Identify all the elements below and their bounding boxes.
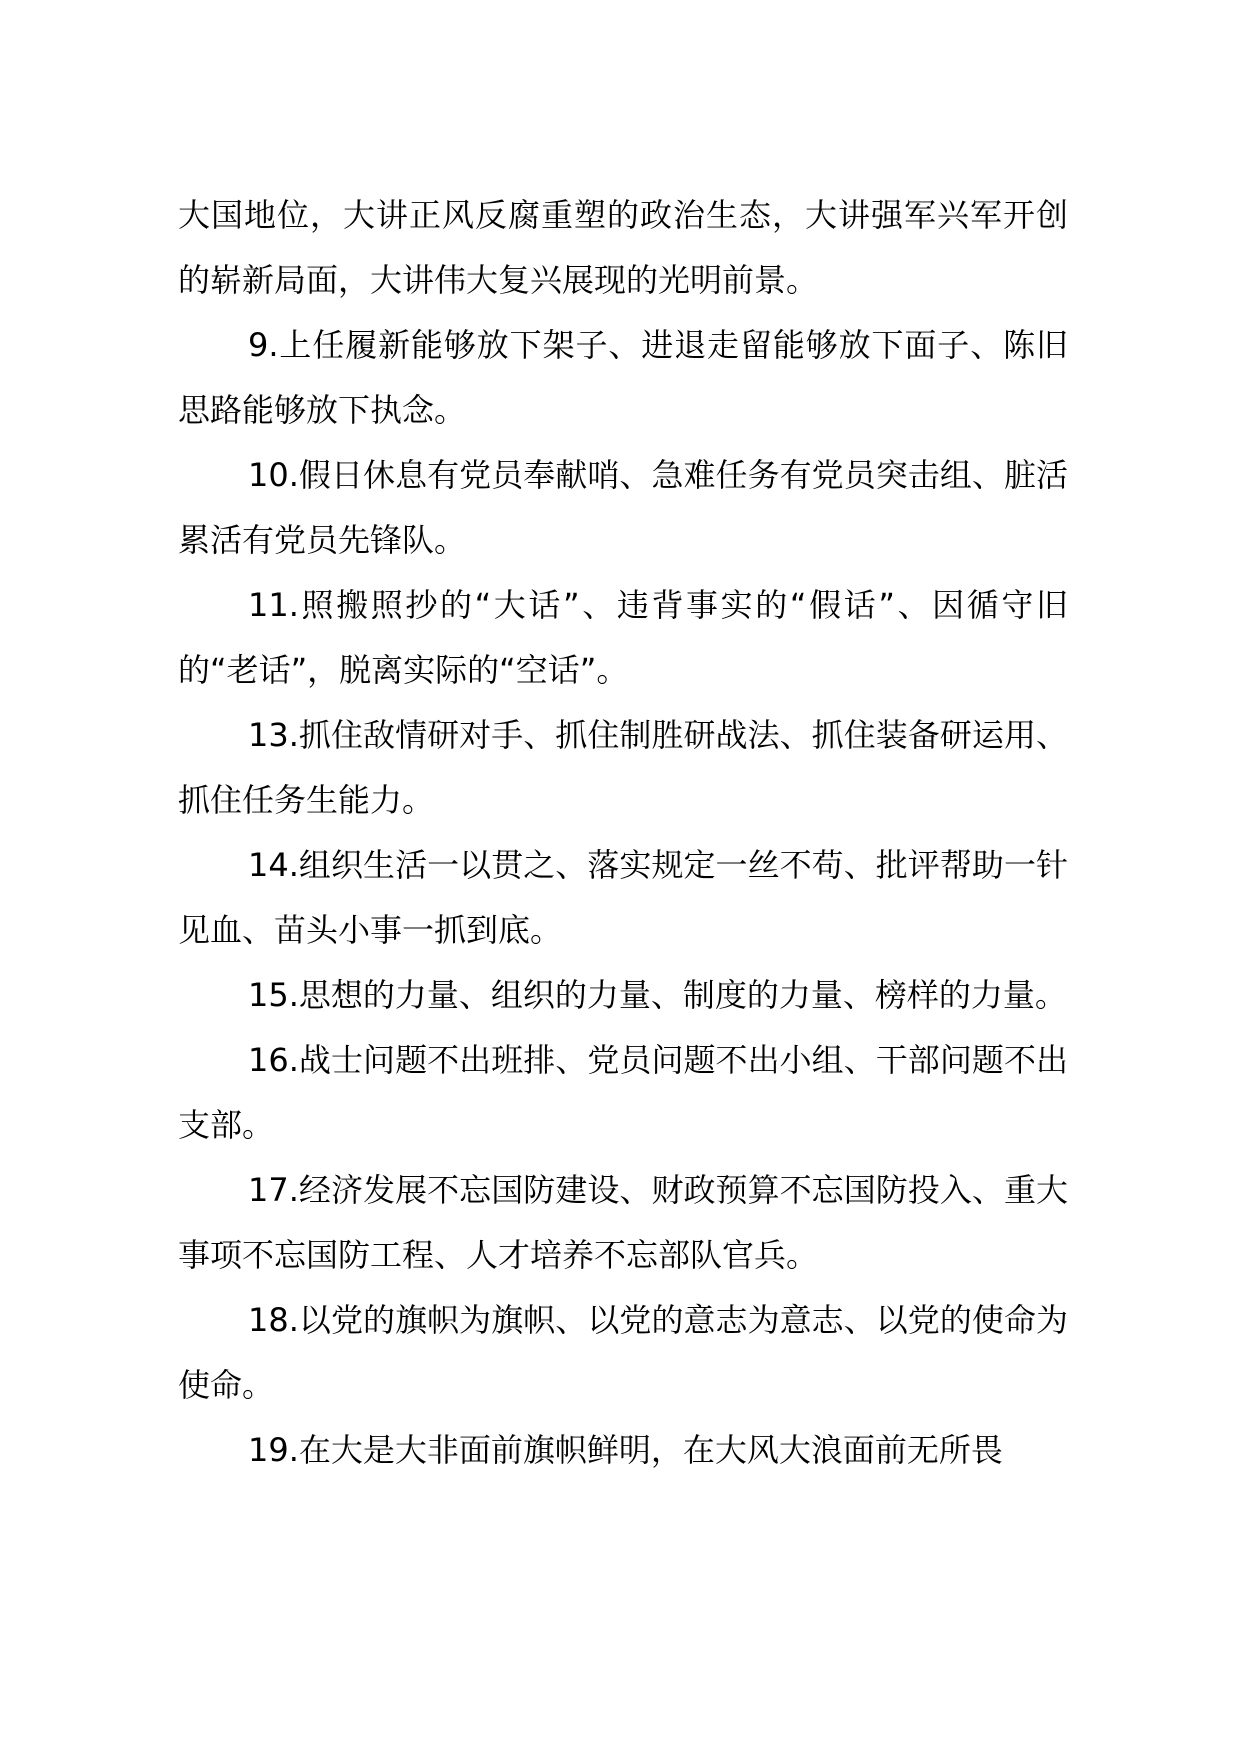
paragraph-item-11: 11.照搬照抄的“大话”、违背事实的“假话”、因循守旧的“老话”，脱离实际的“空话”。 xyxy=(178,586,1068,689)
paragraph-item-18: 18.以党的旗帜为旗帜、以党的意志为意志、以党的使命为使命。 xyxy=(178,1301,1068,1404)
document-body xyxy=(178,183,1068,1483)
paragraph-item-15: 15.思想的力量、组织的力量、制度的力量、榜样的力量。 xyxy=(248,976,1067,1014)
paragraph-item-16: 16.战士问题不出班排、党员问题不出小组、干部问题不出支部。 xyxy=(178,1041,1068,1144)
paragraph-item-19: 19.在大是大非面前旗帜鲜明，在大风大浪面前无所畏 xyxy=(248,1431,1003,1469)
paragraph-item-14: 14.组织生活一以贯之、落实规定一丝不苟、批评帮助一针见血、苗头小事一抓到底。 xyxy=(178,846,1068,949)
paragraph-item-10: 10.假日休息有党员奉献哨、急难任务有党员突击组、脏活累活有党员先锋队。 xyxy=(178,456,1068,559)
paragraph-item-13: 13.抓住敌情研对手、抓住制胜研战法、抓住装备研运用、抓住任务生能力。 xyxy=(178,716,1068,819)
paragraph-item-9: 9.上任履新能够放下架子、进退走留能够放下面子、陈旧思路能够放下执念。 xyxy=(178,326,1068,429)
paragraph-item-17: 17.经济发展不忘国防建设、财政预算不忘国防投入、重大事项不忘国防工程、人才培养不忘部队官兵。 xyxy=(178,1171,1068,1274)
paragraph-continuation: 大国地位，大讲正风反腐重塑的政治生态，大讲强军兴军开创的崭新局面，大讲伟大复兴展现的光明前景。 xyxy=(178,196,1068,299)
